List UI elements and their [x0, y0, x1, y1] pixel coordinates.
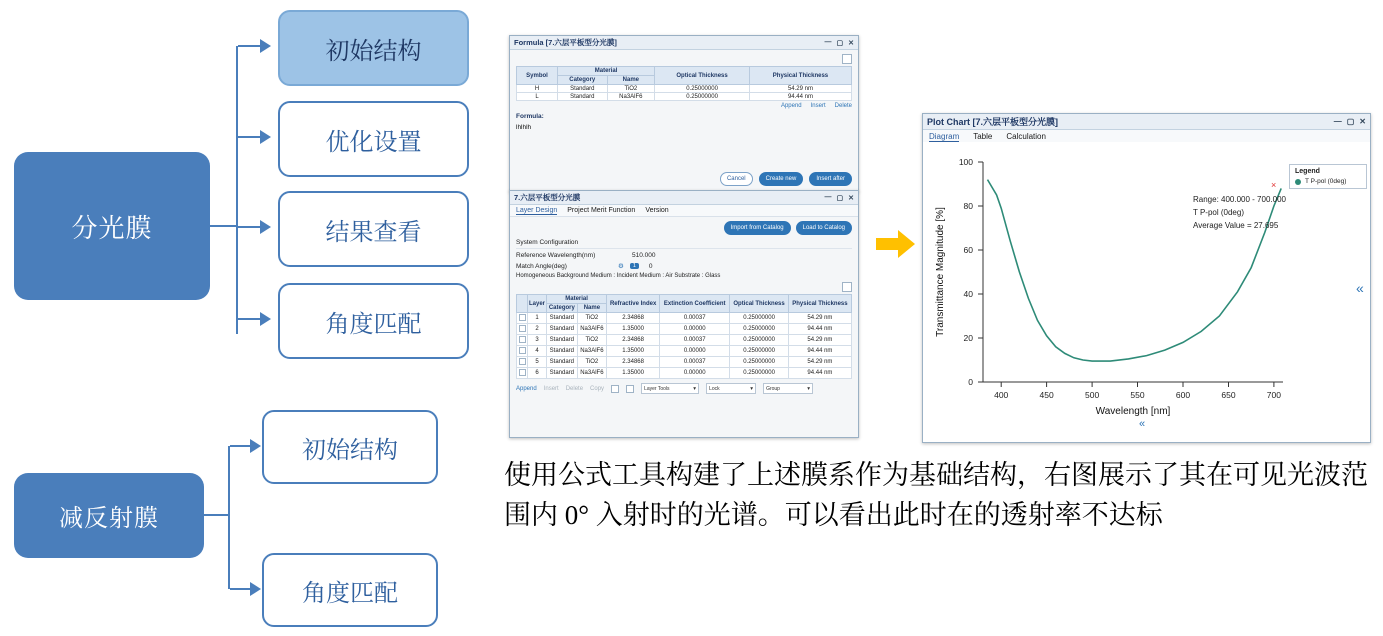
chart-area: [923, 142, 1370, 430]
diagram-arrowhead-1-3: [260, 220, 271, 234]
svg-text:650: 650: [1221, 390, 1236, 400]
cell: 6: [528, 368, 547, 379]
lock-select[interactable]: [706, 383, 756, 394]
design-menubar: [510, 205, 858, 217]
cell: 0.00037: [660, 357, 730, 368]
cell: 0.00037: [660, 313, 730, 324]
cell: Na3AlF6: [577, 346, 606, 357]
formula-minimize-button[interactable]: —: [824, 38, 832, 46]
svg-text:600: 600: [1175, 390, 1191, 400]
diagram-sub-node-1-1[interactable]: [278, 10, 469, 86]
diagram-connector-2-2: [230, 588, 252, 590]
menu-item-calculation[interactable]: Calculation: [1006, 132, 1046, 141]
cell: 0.00000: [660, 368, 730, 379]
cell: TiO2: [577, 357, 606, 368]
layer-tools-value: Layer Tools: [644, 385, 670, 392]
group-select[interactable]: [763, 383, 813, 394]
svg-text:Wavelength [nm]: Wavelength [nm]: [1095, 406, 1171, 417]
layer-design-window: [509, 190, 859, 438]
table-row[interactable]: [517, 346, 852, 357]
layer-append-link[interactable]: Append: [516, 385, 537, 392]
diagram-main-node-1-label: 分光膜: [71, 212, 153, 243]
cell: 54.29 nm: [788, 357, 851, 368]
menu-item-table[interactable]: Table: [973, 132, 993, 141]
chart-legend: [1289, 164, 1367, 189]
load-to-catalog-button[interactable]: Load to Catalog: [796, 221, 852, 235]
diagram-main-node-2-label: 减反射膜: [59, 505, 159, 532]
diagram-connector-1-4: [238, 318, 262, 320]
cell: 54.29 nm: [788, 335, 851, 346]
formula-window: [509, 35, 859, 192]
cell: H: [517, 85, 558, 93]
match-angle-value: 0: [648, 262, 653, 270]
table-row[interactable]: [517, 85, 852, 93]
cell: 0.00037: [660, 335, 730, 346]
group-value: Group: [766, 385, 780, 392]
diagram-sub-node-2-1-label: 初始结构: [302, 436, 398, 464]
formula-col-symbol: Symbol: [517, 67, 558, 85]
cell: 1.35000: [607, 346, 660, 357]
diagram-connector-spine-2: [228, 446, 230, 589]
diagram-sub-node-1-3[interactable]: [278, 191, 469, 267]
legend-item-label: T P-pol (0deg): [1305, 178, 1347, 185]
reference-wavelength-label: Reference Wavelength(nm): [516, 252, 596, 259]
cell: 94.44 nm: [788, 324, 851, 335]
table-row[interactable]: [517, 93, 852, 101]
row-checkbox[interactable]: [517, 346, 528, 357]
svg-text:550: 550: [1130, 390, 1145, 400]
table-row[interactable]: [517, 368, 852, 379]
plot-chart-window: [922, 113, 1371, 443]
cell: Standard: [547, 335, 578, 346]
cell: Na3AlF6: [607, 93, 655, 101]
diagram-connector-1-2: [238, 136, 262, 138]
layer-col-optical: Optical Thickness: [730, 295, 789, 313]
cell: 0.25000000: [655, 85, 750, 93]
cell: L: [517, 93, 558, 101]
cell: 3: [528, 335, 547, 346]
formula-close-button[interactable]: ✕: [848, 39, 854, 47]
cell: 0.25000000: [730, 313, 789, 324]
svg-text:400: 400: [994, 390, 1009, 400]
menu-item-project-merit-function[interactable]: Project Merit Function: [567, 207, 636, 214]
formula-insert-link[interactable]: Insert: [810, 103, 826, 109]
formula-label: Formula:: [516, 113, 544, 120]
diagram-sub-node-1-1-label: 初始结构: [325, 37, 422, 65]
cell: Standard: [547, 346, 578, 357]
plot-maximize-button[interactable]: ▢: [1346, 117, 1355, 126]
layer-col-extinction: Extinction Coefficient: [660, 295, 730, 313]
table-row[interactable]: [517, 357, 852, 368]
formula-col-name: Name: [607, 76, 655, 85]
diagram-sub-node-2-1[interactable]: [262, 410, 438, 484]
background-medium-line: Homogeneous Background Medium : Incident Medium : Air Substrate : Glass: [516, 273, 721, 279]
layer-select-all-checkbox-header[interactable]: [517, 295, 528, 313]
diagram-sub-node-1-4[interactable]: [278, 283, 469, 359]
row-checkbox[interactable]: [517, 368, 528, 379]
panel-collapse-left-icon[interactable]: «: [1356, 280, 1364, 296]
cell: TiO2: [577, 313, 606, 324]
svg-text:Range: 400.000 - 700.000: Range: 400.000 - 700.000: [1193, 195, 1286, 204]
cell: 2.34868: [607, 335, 660, 346]
layer-col-name: Name: [577, 304, 606, 313]
cell: 94.44 nm: [749, 93, 851, 101]
svg-text:T P-pol (0deg): T P-pol (0deg): [1193, 208, 1244, 217]
svg-text:60: 60: [963, 245, 973, 255]
row-checkbox[interactable]: [517, 357, 528, 368]
layer-table-group-header-row: [517, 295, 852, 304]
formula-col-optical: Optical Thickness: [655, 67, 750, 85]
svg-text:×: ×: [1271, 180, 1277, 190]
match-angle-label: Match Angle(deg): [516, 262, 567, 270]
formula-table-group-header-row: [517, 67, 852, 76]
cell: TiO2: [577, 335, 606, 346]
right-arrow-icon: [876, 228, 916, 260]
import-from-catalog-button[interactable]: Import from Catalog: [724, 221, 791, 235]
svg-text:Average Value = 27.695: Average Value = 27.695: [1193, 221, 1279, 230]
legend-title: Legend: [1295, 168, 1320, 175]
formula-insert-after-button[interactable]: Insert after: [809, 172, 852, 186]
table-row[interactable]: [517, 335, 852, 346]
chevron-down-icon: ▾: [693, 385, 697, 392]
cell: 0.25000000: [730, 368, 789, 379]
cell: 0.25000000: [730, 335, 789, 346]
design-table-icon[interactable]: [842, 282, 852, 292]
menu-item-version[interactable]: Version: [645, 207, 669, 214]
cell: 0.25000000: [730, 324, 789, 335]
formula-maximize-button[interactable]: ▢: [836, 39, 844, 47]
cell: Na3AlF6: [577, 324, 606, 335]
formula-window-titlebar[interactable]: [510, 36, 858, 50]
row-checkbox[interactable]: [517, 313, 528, 324]
legend-color-swatch: [1295, 179, 1301, 185]
plot-window-title: Plot Chart [7.六层平板型分光膜]: [927, 117, 1059, 127]
match-angle-badge[interactable]: 1: [630, 263, 639, 269]
cell: 94.44 nm: [788, 368, 851, 379]
layer-tools-select[interactable]: [641, 383, 699, 394]
cell: 0.25000000: [730, 346, 789, 357]
cell: 0.00000: [660, 324, 730, 335]
formula-delete-link[interactable]: Delete: [834, 103, 852, 109]
formula-window-title: Formula [7.六层平板型分光膜]: [514, 38, 617, 47]
diagram-sub-node-2-2-label: 角度匹配: [302, 579, 398, 607]
layer-delete-link[interactable]: Delete: [565, 385, 584, 392]
cell: 0.25000000: [730, 357, 789, 368]
cell: Standard: [547, 313, 578, 324]
legend-item[interactable]: [1295, 178, 1361, 185]
cell: 1: [528, 313, 547, 324]
cell: 2.34868: [607, 313, 660, 324]
cell: 0.25000000: [655, 93, 750, 101]
design-window-title: 7.六层平板型分光膜: [514, 193, 581, 202]
formula-cancel-button[interactable]: Cancel: [720, 172, 753, 186]
cell: 1.35000: [607, 368, 660, 379]
svg-text:40: 40: [963, 289, 973, 299]
diagram-connector-2-1: [230, 445, 252, 447]
chevron-down-icon: ▾: [807, 385, 811, 392]
cell: Standard: [558, 85, 608, 93]
cell: Standard: [547, 368, 578, 379]
diagram-sub-node-1-4-label: 角度匹配: [325, 310, 422, 338]
diagram-arrowhead-1-1: [260, 39, 271, 53]
diagram-arrowhead-2-2: [250, 582, 261, 596]
cell: Na3AlF6: [577, 368, 606, 379]
layer-move-up-icon[interactable]: [611, 385, 619, 393]
diagram-arrowhead-2-1: [250, 439, 261, 453]
chart-collapse-down-icon[interactable]: «: [1139, 418, 1146, 430]
row-checkbox[interactable]: [517, 324, 528, 335]
match-angle-gear-icon[interactable]: ⚙: [618, 263, 624, 270]
layer-col-category: Category: [547, 304, 578, 313]
layer-move-down-icon[interactable]: [626, 385, 634, 393]
cell: 0.00000: [660, 346, 730, 357]
cell: 4: [528, 346, 547, 357]
menu-item-layer-design[interactable]: Layer Design: [516, 206, 558, 214]
cell: 1.35000: [607, 324, 660, 335]
formula-create-new-button[interactable]: Create new: [759, 172, 804, 186]
cell: 54.29 nm: [788, 313, 851, 324]
plot-minimize-button[interactable]: —: [1333, 117, 1342, 126]
design-maximize-button[interactable]: ▢: [836, 194, 844, 202]
diagram-arrowhead-1-4: [260, 312, 271, 326]
diagram-sub-node-1-2[interactable]: [278, 101, 469, 177]
layer-table: [516, 294, 852, 379]
svg-text:500: 500: [1085, 390, 1100, 400]
cell: 2.34868: [607, 357, 660, 368]
formula-col-category: Category: [558, 76, 608, 85]
design-window-titlebar[interactable]: [510, 191, 858, 205]
svg-text:0: 0: [968, 377, 973, 387]
svg-text:20: 20: [963, 333, 973, 343]
formula-table-icon[interactable]: [842, 54, 852, 64]
diagram-arrowhead-1-2: [260, 130, 271, 144]
menu-item-diagram[interactable]: Diagram: [929, 131, 960, 141]
row-checkbox[interactable]: [517, 335, 528, 346]
formula-value[interactable]: lhlhlh: [516, 124, 532, 131]
match-angle-field[interactable]: [516, 262, 852, 270]
cell: 94.44 nm: [788, 346, 851, 357]
svg-text:450: 450: [1039, 390, 1054, 400]
svg-text:Transmittance Magnitude [%]: Transmittance Magnitude [%]: [935, 207, 946, 337]
chevron-down-icon: ▾: [750, 385, 754, 392]
cell: 5: [528, 357, 547, 368]
diagram-main-node-1[interactable]: [14, 152, 210, 300]
cell: 54.29 nm: [749, 85, 851, 93]
design-close-button[interactable]: ✕: [848, 194, 854, 202]
layer-insert-link[interactable]: Insert: [543, 385, 559, 392]
reference-wavelength-field[interactable]: [516, 252, 852, 259]
plot-close-button[interactable]: ✕: [1359, 117, 1366, 126]
layer-col-layer: Layer: [528, 295, 547, 313]
reference-wavelength-value: 510.000: [632, 252, 656, 259]
design-minimize-button[interactable]: —: [824, 193, 832, 201]
diagram-connector-main-1: [210, 225, 238, 227]
formula-col-physical: Physical Thickness: [749, 67, 851, 85]
layer-col-material-group: Material: [547, 295, 607, 304]
svg-text:700: 700: [1266, 390, 1281, 400]
table-row[interactable]: [517, 324, 852, 335]
cell: Standard: [547, 324, 578, 335]
table-row[interactable]: [517, 313, 852, 324]
formula-append-link[interactable]: Append: [780, 103, 802, 109]
plot-window-titlebar[interactable]: [923, 114, 1370, 130]
layer-copy-link[interactable]: Copy: [590, 385, 605, 392]
svg-text:80: 80: [963, 201, 973, 211]
diagram-sub-node-1-2-label: 优化设置: [325, 128, 422, 156]
formula-col-material-group: Material: [558, 67, 655, 76]
diagram-sub-node-1-3-label: 结果查看: [325, 218, 422, 246]
diagram-connector-main-2: [204, 514, 230, 516]
system-configuration-section-title[interactable]: System Configuration: [516, 239, 852, 249]
layer-col-physical: Physical Thickness: [788, 295, 851, 313]
diagram-sub-node-2-2[interactable]: [262, 553, 438, 627]
cell: TiO2: [607, 85, 655, 93]
caption-text: 使用公式工具构建了上述膜系作为基础结构，右图展示了其在可见光波范围内 0° 入射时的光谱。可以看出此时在的透射率不达标: [504, 460, 1368, 530]
cell: 2: [528, 324, 547, 335]
diagram-connector-1-1: [238, 45, 262, 47]
formula-material-table: [516, 66, 852, 101]
diagram-main-node-2[interactable]: [14, 473, 204, 558]
layer-col-refractive: Refractive Index: [607, 295, 660, 313]
diagram-connector-1-3: [238, 226, 262, 228]
cell: Standard: [558, 93, 608, 101]
svg-text:100: 100: [958, 157, 973, 167]
diagram-connector-spine-1: [236, 46, 238, 334]
lock-value: Lock: [709, 385, 720, 392]
cell: Standard: [547, 357, 578, 368]
